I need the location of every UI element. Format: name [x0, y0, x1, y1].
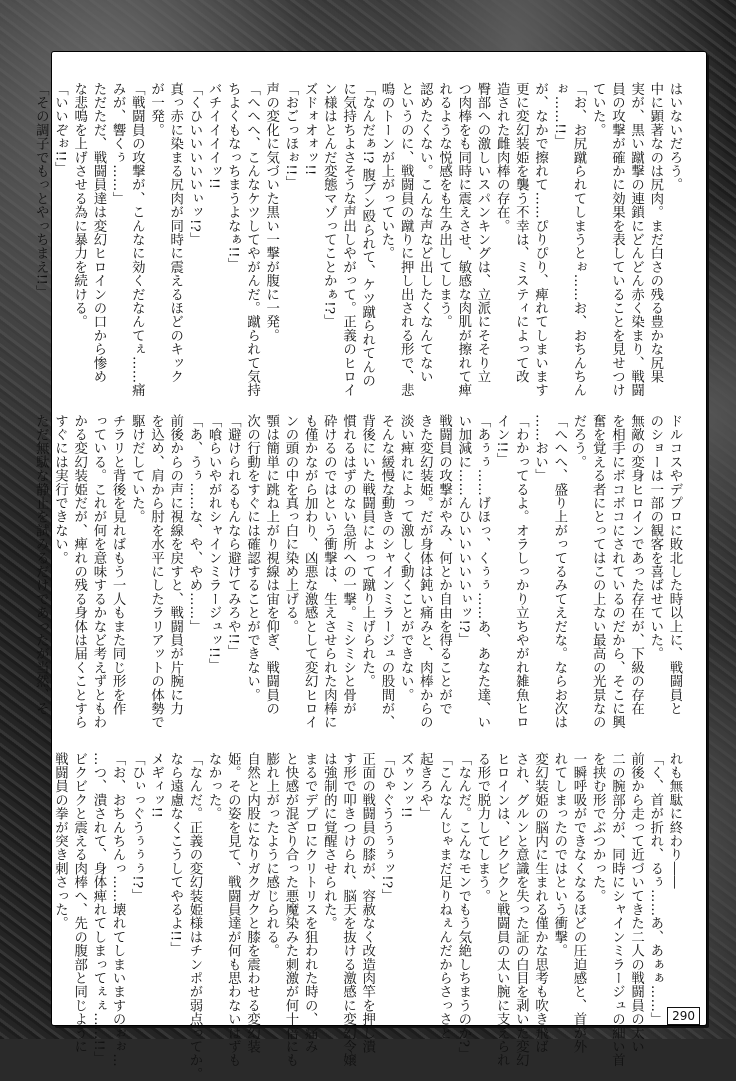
text-line: チラリと背後を見ればもう一人もまた同じ形を作 [110, 414, 126, 716]
text-line: 「ひゃぐううぅぅッ!?」 [378, 752, 394, 903]
text-line: 戦闘員の攻撃がやみ、何とか自由を得ることがで [436, 414, 452, 716]
text-line: ドルコスやデプロに敗北した時以上に、戦闘員と [667, 414, 682, 716]
text-line: …つ、潰されて、身体痺れてしまってぇぇ……!!」 [90, 752, 106, 1065]
text-line: 「くひいいいいいぃッ!?」 [186, 82, 202, 246]
text-line: だろう。 [570, 414, 586, 469]
text-line: 砕けるのではという衝撃は、生えさせられた肉棒に [321, 414, 337, 730]
text-line: 造された雌肉棒の存在。 [494, 82, 510, 233]
text-line: 顎は簡単に跳ね上がり視線は宙を仰ぎ、戦闘員の [263, 414, 279, 716]
text-line: す形で叩きつけられ、脳天を抜ける激感に変幻令嬢 [340, 752, 356, 1068]
text-line: 背後にいた戦闘員によって蹴り上げられた。 [359, 414, 375, 688]
text-line: ちよくもなっちまうよなぁ!!」 [225, 82, 241, 272]
text-line: 更に変幻装姫を襲う不幸は、ミスティによって改 [513, 82, 529, 384]
text-line: 二の腕部分が、同時にシャインミラージュの細い首 [609, 752, 625, 1068]
text-line: 「戦闘員の攻撃が、こんなに効くだなんてぇ……痛 [129, 82, 145, 398]
text-line: のショーは一部の観客を喜ばせていた。 [647, 414, 663, 661]
text-line: が一発。 [148, 82, 164, 137]
text-line: れてしまったのではという衝撃。 [551, 752, 567, 958]
text-line: 「へへへ、こんなケツしてやがんだ。蹴られて気持 [244, 82, 260, 398]
text-line: 「あ、うぅ……な、や、やめ……」 [186, 414, 202, 634]
text-line: ヒロインは、ビクビクと戦闘員の太い腕に支えられ [494, 752, 510, 1068]
text-line: ビクビクと震える肉棒へ、先の腹部と同じように [71, 752, 87, 1054]
text-line: 「おごっほぉ!!」 [282, 82, 298, 190]
text-line: 「お、おちんちんっ……壊れてしまいますのぉぉ… [110, 752, 126, 1068]
text-block-top [33, 82, 684, 404]
text-line: 起きろや」 [417, 752, 433, 821]
text-line: ていた。 [590, 82, 606, 137]
text-line: 「喰らいやがれシャインミラージュッ!!」 [206, 414, 222, 672]
text-line: 鳴のトーンが上がっていた。 [378, 82, 394, 261]
text-line: きた変幻装姫。だが身体は鈍い痛みと、肉棒からの [417, 414, 433, 730]
text-line: バチイイイイッ!! [206, 82, 222, 190]
text-line: を込め、肩から肘を水平にしたラリアットの体勢で [148, 414, 164, 730]
text-line: すぐには実行できない。 [52, 414, 68, 565]
text-line: 「へへへ、盛り上がってるみてえだな。ならお次は [551, 414, 567, 730]
text-line: まるでデプロにクリトリスを狙われた時の、痛み [302, 752, 318, 1054]
text-line: され、グルンと意識を失った証の白目を剥いた変幻 [513, 752, 529, 1068]
text-line: 「その調子でもっとやっちまえ!!」 [33, 82, 49, 299]
text-line: ぉ……!!」 [551, 82, 567, 149]
text-line: ただ無駄な静止を試みるだけであったが当然、そ [33, 414, 49, 716]
text-line: 「わかってるよ。オラしっかり立ちやがれ雑魚ヒロ [513, 414, 529, 730]
text-line: れるような悦感をも生み出してしまう。 [436, 82, 452, 329]
text-line: 駆けだしていた。 [129, 414, 145, 524]
text-line: 「避けられるもんなら避けてみろや!!」 [225, 414, 241, 659]
text-line: 「いいぞぉ!!」 [52, 82, 68, 176]
text-line: つ肉棒をも同時に震えさせ、敏感な肉肌が擦れて痺 [455, 82, 471, 398]
text-line: 中に顕著なのは尻肉。まだ白さの残る豊かな尻果 [647, 82, 663, 384]
text-line: に気持ちよさそうな声出しやがって。正義のヒロイ [340, 82, 356, 398]
text-line: と快感が混ざり合った悪魔染みた刺激が何十倍にも [282, 752, 298, 1068]
text-line: イン!!」 [494, 414, 510, 467]
text-line: みが、響くぅ……」 [110, 82, 126, 206]
text-line: かる変幻装姫だが、痺れの残る身体は届くことすら [71, 414, 87, 730]
text-line: そんな緩慢な動きのシャインミラージュの股間が、 [378, 414, 394, 730]
text-block-middle [33, 414, 684, 740]
text-line: 前後からの声に視線を戻すと、戦闘員が片腕に力 [167, 414, 183, 716]
text-line: 声の変化に気づいた黒い一撃が腹に一発。 [263, 82, 279, 343]
text-line: 「お、お尻蹴られてしまうとぉ……お、おちんちん [570, 82, 586, 398]
text-line: を相手にボコボコにされているのだから、そこに興 [609, 414, 625, 730]
text-line: ン様はとんだ変態マゾってことかぁ!?」 [321, 82, 337, 329]
text-line: 正面の戦闘員の膝が、容赦なく改造肉竿を押し潰 [359, 752, 375, 1054]
text-line: ただただ、戦闘員達は変幻ヒロインの口から惨め [90, 82, 106, 384]
text-line: というのに、戦闘員の蹴りに押し出される形で、悲 [398, 82, 414, 398]
text-line: ……おい」 [532, 414, 548, 483]
text-line: 真っ赤に染まる尻肉が同時に震えるほどのキック [167, 82, 183, 384]
text-line: 「なんだ。正義の変幻装姫様はチンポが弱点ってか。 [186, 752, 202, 1081]
text-line: 認めたくない。こんな声など出したくなんてない [417, 82, 433, 384]
text-line: 一瞬呼吸ができなくなるほどの圧迫感と、首が外 [570, 752, 586, 1054]
text-line: 奮を覚える者にとってはこの上ない最高の光景なの [590, 414, 606, 730]
text-line: ンの頭の中を真っ白に染め上げる。 [282, 414, 298, 634]
text-page [33, 52, 706, 1081]
text-line: 次の行動をすぐには確認することができない。 [244, 414, 260, 702]
text-line: 変幻装姫の脳内に生まれる僅かな思考も吹き飛ば [532, 752, 548, 1054]
text-line: 員の攻撃が確かに効果を表していることを見せつけ [609, 82, 625, 398]
text-line: 「なんだぁ!? 腹ブン殴られて、ケツ蹴られてんの [359, 82, 375, 388]
text-line: は強制的に覚醒させられた。 [321, 752, 337, 931]
text-line: 自然と内股になりガクガクと膝を震わせる変幻装 [244, 752, 260, 1054]
text-line: 淡い痺れによって激しく動くことができない。 [398, 414, 414, 702]
text-line: 「あぅぅ……げほっ、くぅぅ……あ、あなた達、い [474, 414, 490, 730]
text-line: っている。これが何を意味するかなど考えずともわ [90, 414, 106, 730]
text-line: 「く、首が折れ、るぅ……あ、あぁぁ……」 [647, 752, 663, 1026]
text-block-bottom [52, 752, 684, 1081]
text-line: なかった。 [206, 752, 222, 821]
text-line: 膨れ上がったように感じられる。 [263, 752, 279, 958]
text-line: な悲鳴を上げさせる為に暴力を続ける。 [71, 82, 87, 329]
text-line: メギィッ!! [148, 752, 164, 819]
page-number: 290 [667, 1007, 700, 1025]
text-line: 慣れるはずのない急所への一撃。ミシミシと骨が [340, 414, 356, 716]
text-line: 実が、黒い蹴撃の連鎖にどんどん赤く染まり、戦闘 [628, 82, 644, 398]
text-line: ズドォオォッ!! [302, 82, 318, 176]
text-line: が、なかで擦れて……ぴりぴり、痺れてしまいます [532, 82, 548, 398]
text-line: 姫。その姿を見て、戦闘員達が何も思わないはずも [225, 752, 241, 1068]
text-line: ズゥンッ!! [398, 752, 414, 819]
text-line: 「ひぃっぐうぅぅぅ!?」 [129, 752, 145, 903]
text-line: 前後から走って近づいてきた二人の戦闘員の太い [628, 752, 644, 1054]
text-line: 戦闘員の拳が突き刺さった。 [52, 752, 68, 931]
text-line: れも無駄に終わり―― [667, 752, 682, 889]
text-line: 「こんなんじゃまだ足りねぇんだからさっさと [436, 752, 452, 1040]
text-line: を挟む形でぶつかった。 [590, 752, 606, 903]
text-line: はいないだろう。 [667, 82, 682, 192]
text-line: い加減に……んひいいいいいぃッ!?」 [455, 414, 471, 647]
text-line: 臀部への激しいスパンキングは、立派にそそり立 [474, 82, 490, 384]
text-line: る形で脱力してしまう。 [474, 752, 490, 903]
text-line: も僅かながら加わり、凶悪な激感として変幻ヒロイ [302, 414, 318, 730]
text-line: 「なんだ。こんなモンでもう気絶しちまうのか?」 [455, 752, 471, 1061]
text-line: なら遠慮なくこうしてやるよ!!」 [167, 752, 183, 956]
text-line: 無敵の変身ヒロインであった存在が、下級の存在 [628, 414, 644, 716]
